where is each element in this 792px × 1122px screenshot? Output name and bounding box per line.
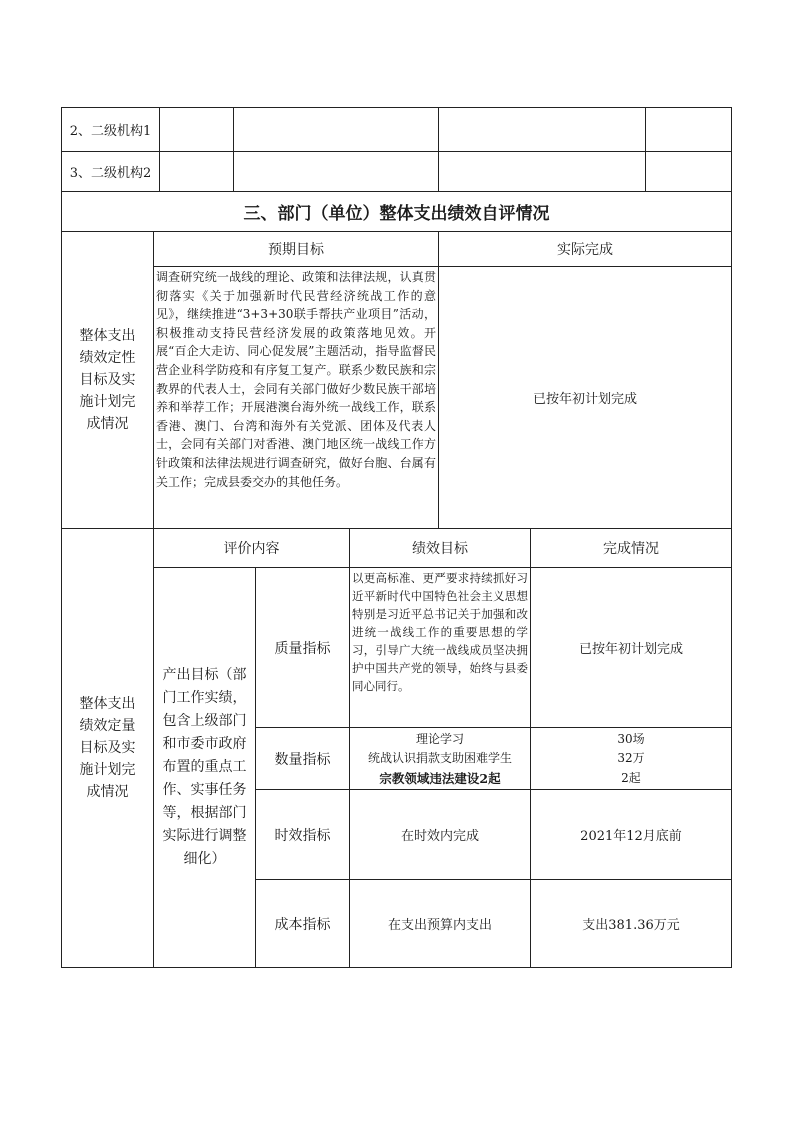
quantity-status-3: 2起: [621, 771, 641, 785]
rule: [731, 107, 732, 968]
quantity-status-1: 30场: [617, 732, 645, 746]
rule: [61, 967, 732, 968]
quality-indicator: 质量指标: [274, 640, 331, 657]
qualitative-row-label: 整体支出绩效定性目标及实施计划完成情况: [79, 328, 136, 432]
quantitative-row-label: 整体支出绩效定量目标及实施计划完成情况: [79, 696, 136, 800]
quantity-target-1: 理论学习: [415, 732, 464, 746]
expected-target-text: 调查研究统一战线的理论、政策和法律法规，认真贯彻落实《关于加强新时代民营经济统战工作的意见》，继续推进“3+3+30联手帮扶产业项目”活动，积极推动支持民营经济发展的政策落地见效。开展“百企大走访、同心促发展”主题活动，指导监督民营企业科学防疫和有序复工复产。联系少数民族和宗教界的代表人士，会同有关部门做好少数民族干部培养和举荐工作；开展港澳台海外统一战线工作，联系香港、澳门、台湾和海外有关党派、团体及代表人士，会同有关部门对香港、澳门地区统一战线工作方针政策和法律法规进行调查研究，做好台胞、台属有关工作；完成县委交办的其他任务。: [156, 270, 436, 489]
rule: [61, 151, 732, 152]
cost-indicator: 成本指标: [274, 916, 331, 933]
rule: [645, 107, 646, 191]
status-header: 完成情况: [603, 541, 659, 557]
quantity-status-2: 32万: [617, 751, 645, 765]
cost-status: 支出381.36万元: [582, 918, 680, 933]
actual-completion-text: 已按年初计划完成: [532, 392, 637, 407]
section-title: 三、部门（单位）整体支出绩效自评情况: [243, 204, 550, 224]
rule: [159, 107, 160, 191]
quantity-target-2: 统战认识捐款支助困难学生: [367, 751, 512, 765]
quality-status: 已按年初计划完成: [578, 642, 683, 657]
rule: [438, 107, 439, 191]
content-header: 评价内容: [223, 541, 280, 557]
timeliness-status: 2021年12月底前: [580, 829, 682, 844]
timeliness-indicator: 时效指标: [274, 827, 331, 844]
output-target-label: 产出目标（部门工作实绩，包含上级部门和市委市政府布置的重点工作、实事任务等，根据部门实际进行调整细化）: [162, 667, 247, 867]
org-label-2: 3、二级机构2: [69, 166, 152, 181]
rule: [233, 107, 234, 191]
cost-target: 在支出预算内支出: [387, 918, 492, 933]
target-header: 绩效目标: [412, 541, 468, 557]
quantity-target-3: 宗教领域违法建设2起: [379, 770, 501, 786]
quality-target-text: 以更高标准、更严要求持续抓好习近平新时代中国特色社会主义思想特别是习近平总书记关于加强和改进统一战线工作的重要思想的学习，引导广大统一战线成员坚决拥护中国共产党的领导，始终与县委同心同行。: [352, 571, 528, 693]
actual-header: 实际完成: [557, 242, 613, 258]
org-label-1: 2、二级机构1: [69, 124, 152, 139]
timeliness-target: 在时效内完成: [400, 829, 479, 844]
expected-header: 预期目标: [268, 242, 324, 258]
quantity-indicator: 数量指标: [274, 751, 331, 768]
rule: [61, 107, 732, 108]
